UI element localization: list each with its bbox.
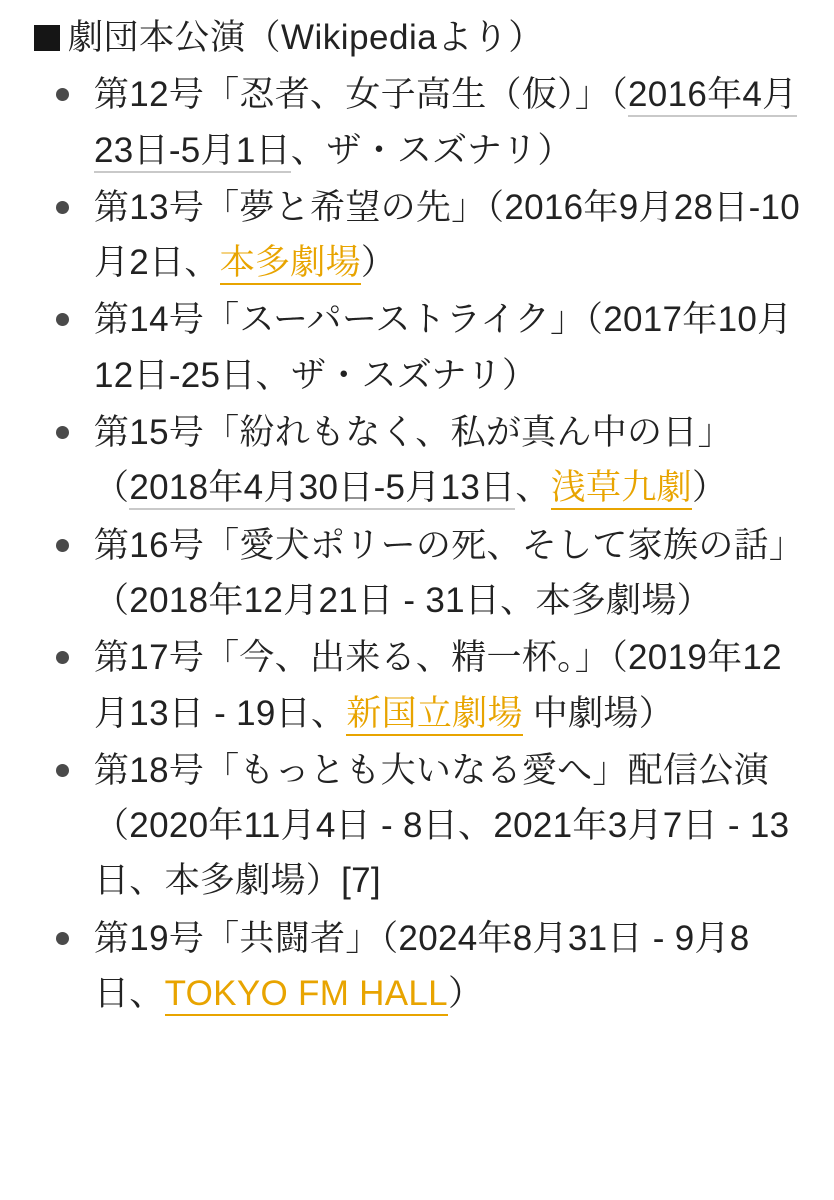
list-item-text: 第17号「今、出来る、精一杯。」（2019年12月13日 - 19日、 <box>94 638 782 733</box>
list-item <box>34 911 804 1022</box>
list-item-text: ） <box>447 974 484 1013</box>
list-item-text: 第19号「共闘者」（2024年8月31日 - 9月8日、 <box>94 918 750 1013</box>
list-item-text: ） <box>691 468 728 508</box>
list-item-text: 第14号「スーパーストライク」（2017年10月12日-25日、ザ・スズナリ） <box>94 300 793 395</box>
wiki-link[interactable]: 浅草九劇 <box>551 468 692 510</box>
list-item-text: 第13号「夢と希望の先」（2016年9月28日-10月2日、 <box>94 187 801 283</box>
list-item-text: ） <box>360 243 397 283</box>
wiki-link[interactable]: 新国立劇場 <box>346 694 523 736</box>
list-item <box>34 743 804 909</box>
wiki-link[interactable]: TOKYO FM HALL <box>165 974 448 1016</box>
list-item <box>34 518 804 629</box>
list-item <box>34 292 804 403</box>
list-item-text: 第15号「紛れもなく、私が真ん中の日」（ <box>94 413 733 508</box>
list-item <box>34 180 804 291</box>
list-item-text: 第12号「忍者、女子高生（仮）」（ <box>94 75 629 115</box>
wiki-link[interactable]: 本多劇場 <box>220 243 361 285</box>
date-underlined-text: 2018年4月30日-5月13日 <box>129 468 515 510</box>
list-item-text: 中劇場） <box>522 693 675 733</box>
list-item <box>34 405 804 516</box>
list-item-text: 第18号「もっとも大いなる愛へ」配信公演（2020年11月4日 - 8日、2021年3月7日 - 13日、本多劇場）[7] <box>94 750 790 901</box>
performance-list <box>34 67 804 1021</box>
list-item <box>34 67 804 178</box>
list-item-text: 、ザ・スズナリ） <box>290 130 573 170</box>
square-bullet-icon <box>34 25 60 51</box>
page-title-text: 劇団本公演（Wikipediaより） <box>68 18 544 57</box>
date-underlined-text: 2016年4月23日-5月1日 <box>94 75 797 172</box>
list-item <box>34 630 804 741</box>
list-item-text: 、 <box>515 468 551 508</box>
page-title <box>34 14 804 61</box>
list-item-text: 第16号「愛犬ポリーの死、そして家族の話」（2018年12月21日 - 31日、本多劇場） <box>94 525 787 620</box>
